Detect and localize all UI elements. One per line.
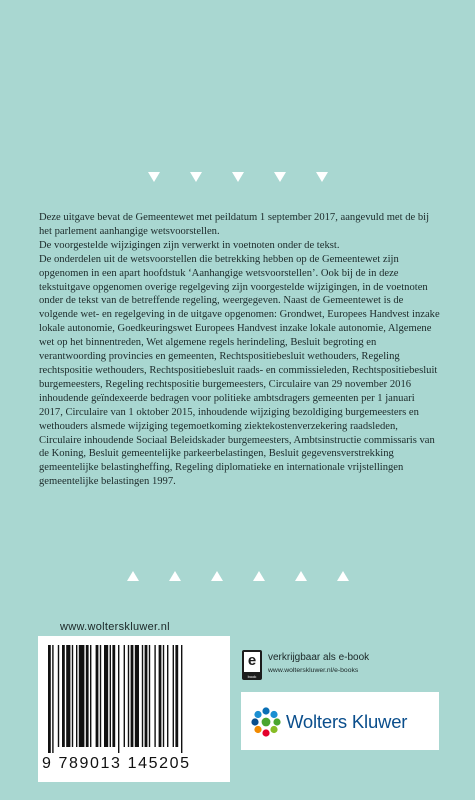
ebook-icon: [242, 650, 262, 680]
description-paragraph: Deze uitgave bevat de Gemeentewet met peildatum 1 september 2017, aangevuld met de bij het parlement aanhangige wetsvoorstellen.: [39, 212, 430, 237]
barcode-bar: [135, 645, 139, 747]
barcode-bar: [110, 645, 111, 747]
website-url: www.wolterskluwer.nl: [60, 621, 170, 633]
barcode-bar: [96, 645, 99, 747]
barcode-bar: [149, 645, 150, 747]
description-paragraph: De voorgestelde wijzigingen zijn verwerkt in voetnoten onder de tekst.: [39, 239, 340, 251]
brand-name: Wolters Kluwer: [286, 711, 408, 732]
barcode-bar: [154, 645, 155, 747]
barcode-bar: [118, 645, 119, 753]
barcode-bar: [181, 645, 182, 753]
barcode-bar: [167, 645, 168, 747]
triangle-down-icon: [274, 172, 286, 182]
barcode-bar: [52, 645, 53, 753]
isbn-number: 9 789013 145205: [42, 755, 191, 772]
barcode-bar: [128, 645, 129, 747]
barcode-bar: [159, 645, 162, 747]
barcode-bar: [66, 645, 70, 747]
barcode: [38, 636, 230, 782]
barcode-bar: [48, 645, 51, 753]
barcode-bar: [62, 645, 65, 747]
barcode-bar: [104, 645, 108, 747]
barcode-bar: [79, 645, 85, 747]
barcode-bar: [72, 645, 73, 747]
back-cover-description: [39, 211, 441, 489]
barcode-bar: [145, 645, 148, 747]
barcode-bar: [86, 645, 89, 747]
barcode-bar: [112, 645, 115, 747]
ebook-icon-caption: book: [247, 674, 257, 679]
triangle-down-icon: [148, 172, 160, 182]
barcode-bar: [58, 645, 59, 747]
ebook-title: verkrijgbaar als e-book: [268, 652, 370, 663]
ebook-icon-letter: e: [244, 652, 260, 672]
barcode-bar: [175, 645, 178, 747]
triangle-up-icon: [337, 571, 349, 581]
triangle-row-bottom: [0, 571, 475, 581]
barcode-bar: [131, 645, 134, 747]
triangle-up-icon: [127, 571, 139, 581]
triangle-row-top: [0, 172, 475, 182]
triangle-down-icon: [190, 172, 202, 182]
barcode-bar: [100, 645, 101, 747]
description-paragraph: De onderdelen uit de wetsvoorstellen die betrekking hebben op de Gemeentewet zijn opgenomen in een apart hoofdstuk ‘Aanhangige wetsvoorstellen’. Ook bij de in deze tekstuitgave opgenomen overige regelgeving zijn voorgestelde wijzigingen, in de voetnoten onder de tekst van de betreffende regeling, weergegeven. Naast de Gemeentewet is de volgende wet- en regelgeving in de uitgave opgenomen: Grondwet, Europees Handvest inzake lokale autonomie, Goedkeuringswet Europees Handvest inzake lokale autonomie, Algemene wet op het binnentreden, Wet algemene regels herindeling, Besluit begroting en verantwoording provincies en gemeenten, Rechtspositiebesluit wethouders, Regeling rechtspositie wethouders, Rechtspositiebesluit raads- en commissieleden, Rechtspositiebesluit burgemeesters, Regeling rechtspositie burgemeesters, Circulaire van 29 november 2016 inhoudende geïndexeerde bedragen voor politieke ambtsdragers gemeenten per 1 januari 2017, Circulaire van 1 oktober 2015, inhoudende wijziging bezoldiging burgemeesters en wethouders alsmede wijziging tegemoetkoming ziektekostenverzekering raadsleden, Circulaire inhoudende Sociaal Beleidskader burgemeesters, Ambtsinstructie commissaris van de Koning, Besluit gemeentelijke parkeerbelastingen, Besluit gegevensverstrekking gemeentelijke belastingheffing, Regeling diplomatieke en internationale vrijstellingen gemeentelijke belastingen 1997.: [39, 253, 440, 488]
barcode-bar: [142, 645, 143, 747]
triangle-up-icon: [211, 571, 223, 581]
triangle-down-icon: [316, 172, 328, 182]
barcode-bar: [124, 645, 125, 747]
ebook-url: www.wolterskluwer.nl/e-books: [268, 667, 359, 674]
wolters-kluwer-logo-icon: [250, 706, 282, 738]
triangle-up-icon: [295, 571, 307, 581]
brand-logo-box: [241, 692, 439, 750]
barcode-bar: [90, 645, 91, 747]
barcode-bar: [163, 645, 164, 747]
triangle-up-icon: [253, 571, 265, 581]
triangle-down-icon: [232, 172, 244, 182]
barcode-icon: [48, 645, 220, 753]
barcode-bar: [76, 645, 77, 747]
barcode-bar: [173, 645, 174, 747]
triangle-up-icon: [169, 571, 181, 581]
